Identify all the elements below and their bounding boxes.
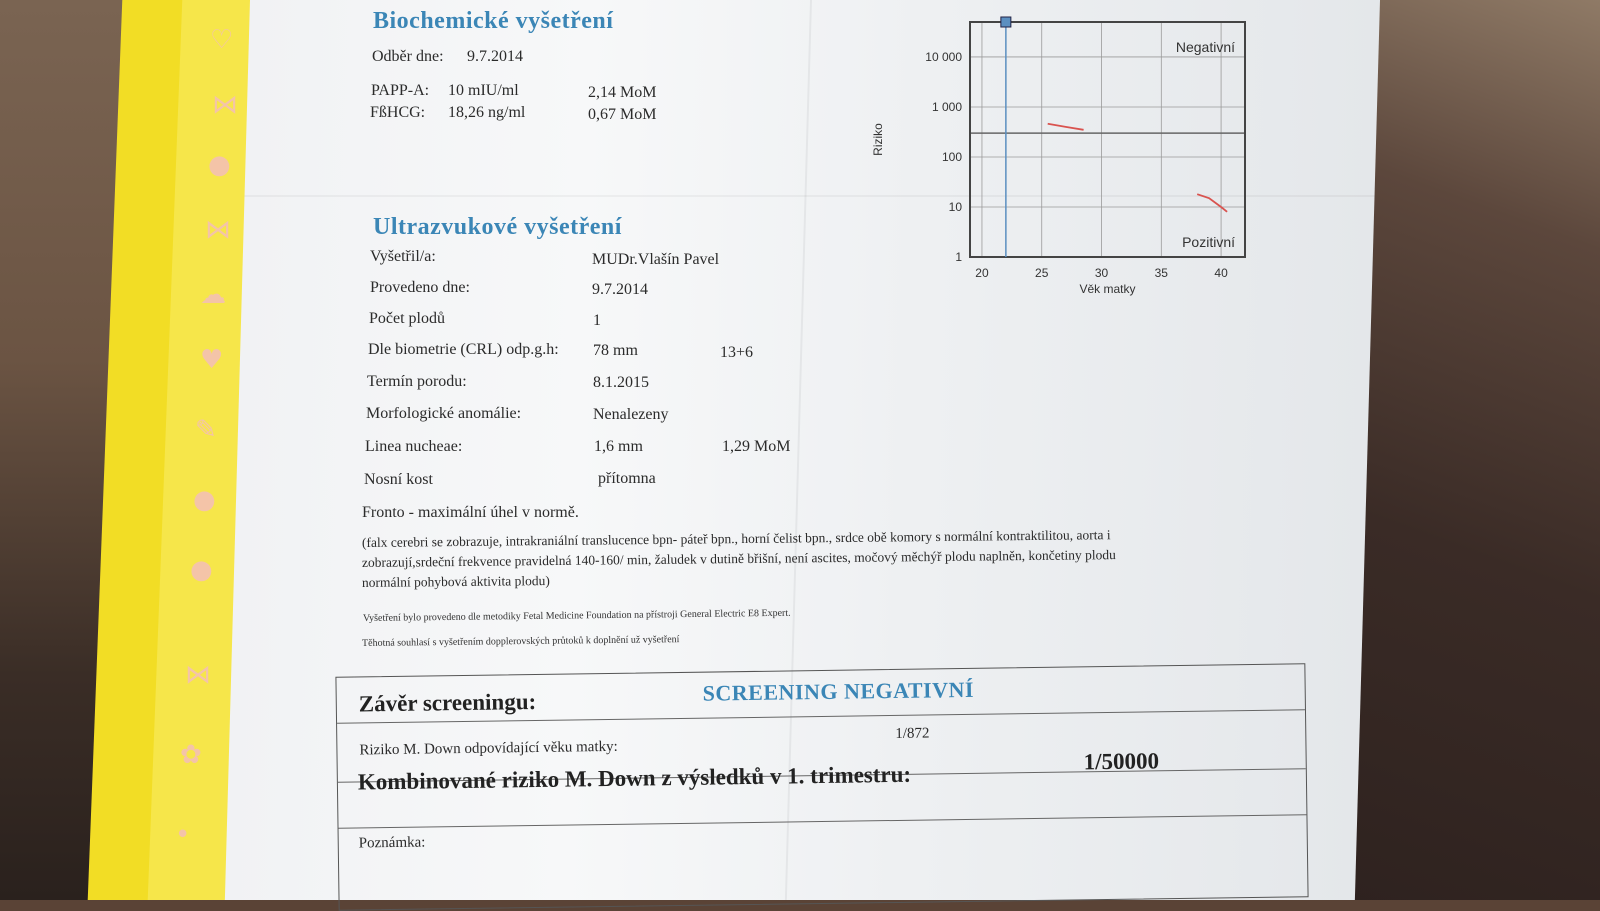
x-tick-label: 30 (1094, 266, 1109, 280)
conclusion-label: Závěr screeningu: (358, 688, 537, 717)
negative-zone-label: Negativní (1175, 39, 1235, 55)
us-row-label: Dle biometrie (CRL) odp.g.h: (368, 341, 559, 358)
report-content (250, 0, 1380, 900)
us-row-value: Nenalezeny (593, 406, 669, 423)
note-label: Poznámka: (358, 834, 426, 852)
y-tick-label: 10 (948, 199, 962, 214)
us-row-extra: 1,29 MoM (722, 438, 791, 455)
papp-label: PAPP-A: (371, 82, 430, 99)
combined-risk-label: Kombinované riziko M. Down z výsledků v 1. trimestru: (357, 761, 912, 795)
notes-line: zobrazují,srdeční frekvence pravidelná 140-160/ min, žaludek v dutině břišní, není ascites, močový měchýř plodu naplněn, končetiny plodu (361, 547, 1116, 570)
risk-chart (870, 12, 1270, 307)
notes-line: normální pohybová aktivita plodu) (361, 573, 550, 590)
notes-line: (falx cerebri se zobrazuje, intrakraniální translucence bpn- páteř bpn., horní čelist bpn., srdce obě komory s normální kontraktilitou, aorta i (361, 527, 1111, 550)
combined-risk-value: 1/50000 (1083, 748, 1160, 775)
us-row-value: MUDr.Vlašín Pavel (592, 251, 720, 268)
papp-mom: 2,14 MoM (588, 84, 657, 101)
us-row-label: Termín porodu: (367, 373, 467, 390)
us-row-value: přítomna (598, 470, 656, 487)
us-row-value: 1 (593, 312, 601, 329)
consent-text: Těhotná souhlasí s vyšetřením dopplerovských průtoků k doplnění už vyšetření (361, 634, 680, 649)
screening-result: SCREENING NEGATIVNÍ (702, 676, 975, 706)
age-risk-label: Riziko M. Down odpovídající věku matky: (359, 738, 618, 759)
decor-pencil-icon: ✎ (195, 415, 217, 445)
us-row-value: 78 mm (593, 342, 638, 359)
us-row-label: Provedeno dne: (370, 279, 470, 296)
risk-chart-svg (870, 12, 1270, 307)
fbhcg-label: FßHCG: (370, 104, 426, 121)
us-row-label: Nosní kost (364, 471, 433, 488)
us-row-value: 1,6 mm (594, 438, 643, 455)
us-row-value: 8.1.2015 (593, 374, 649, 391)
decor-heart-icon: ♥ (200, 345, 224, 375)
biochem-title: Biochemické vyšetření (373, 8, 614, 34)
y-tick-label: 10 000 (925, 49, 962, 64)
y-tick-label: 100 (941, 149, 962, 164)
age-risk-value: 1/872 (895, 725, 930, 742)
odber-value: 9.7.2014 (467, 48, 523, 65)
us-row-label: Vyšetřil/a: (370, 248, 436, 265)
decor-dot-icon: • (175, 820, 191, 850)
conclusion-box (335, 663, 1308, 911)
x-tick-label: 40 (1214, 266, 1228, 280)
box-divider (339, 814, 1307, 829)
risk-curve (1048, 124, 1084, 130)
papp-value: 10 mIU/ml (448, 82, 519, 99)
decor-ball-icon: ● (193, 485, 216, 515)
fbhcg-value: 18,26 ng/ml (448, 104, 526, 121)
ultrasound-title: Ultrazvukové vyšetření (373, 214, 622, 240)
decor-bow-icon: ⋈ (205, 215, 231, 245)
risk-marker (1001, 17, 1011, 27)
fbhcg-mom: 0,67 MoM (588, 106, 657, 123)
decor-cloud-icon: ☁ (200, 280, 226, 310)
x-axis-label: Věk matky (1079, 282, 1136, 296)
y-tick-label: 1 (955, 250, 962, 264)
y-axis-label: Riziko (871, 123, 885, 156)
decor-heart-icon: ♡ (210, 25, 234, 55)
x-tick-label: 20 (975, 266, 989, 280)
decor-ball-icon: ● (190, 555, 213, 585)
y-tick-label: 1 000 (931, 99, 962, 114)
method-text: Vyšetření bylo provedeno dle metodiky Fetal Medicine Foundation na přístroji General Electric E8 Expert. (362, 607, 791, 624)
risk-curve (1197, 194, 1227, 212)
us-row-label: Linea nucheae: (365, 438, 463, 455)
fronto-text: Fronto - maximální úhel v normě. (362, 504, 579, 521)
positive-zone-label: Pozitivní (1182, 234, 1235, 250)
us-row-label: Morfologické anomálie: (366, 405, 522, 422)
decor-ball-icon: ● (208, 150, 231, 180)
x-tick-label: 35 (1154, 266, 1168, 280)
decor-star-icon: ✿ (180, 740, 202, 770)
odber-label: Odběr dne: (372, 48, 444, 65)
decor-bow-icon: ⋈ (185, 660, 211, 690)
decor-bow-icon: ⋈ (212, 90, 238, 120)
us-row-label: Počet plodů (369, 310, 445, 327)
us-row-value: 9.7.2014 (592, 281, 648, 298)
x-tick-label: 25 (1035, 266, 1049, 280)
us-row-extra: 13+6 (720, 344, 754, 361)
